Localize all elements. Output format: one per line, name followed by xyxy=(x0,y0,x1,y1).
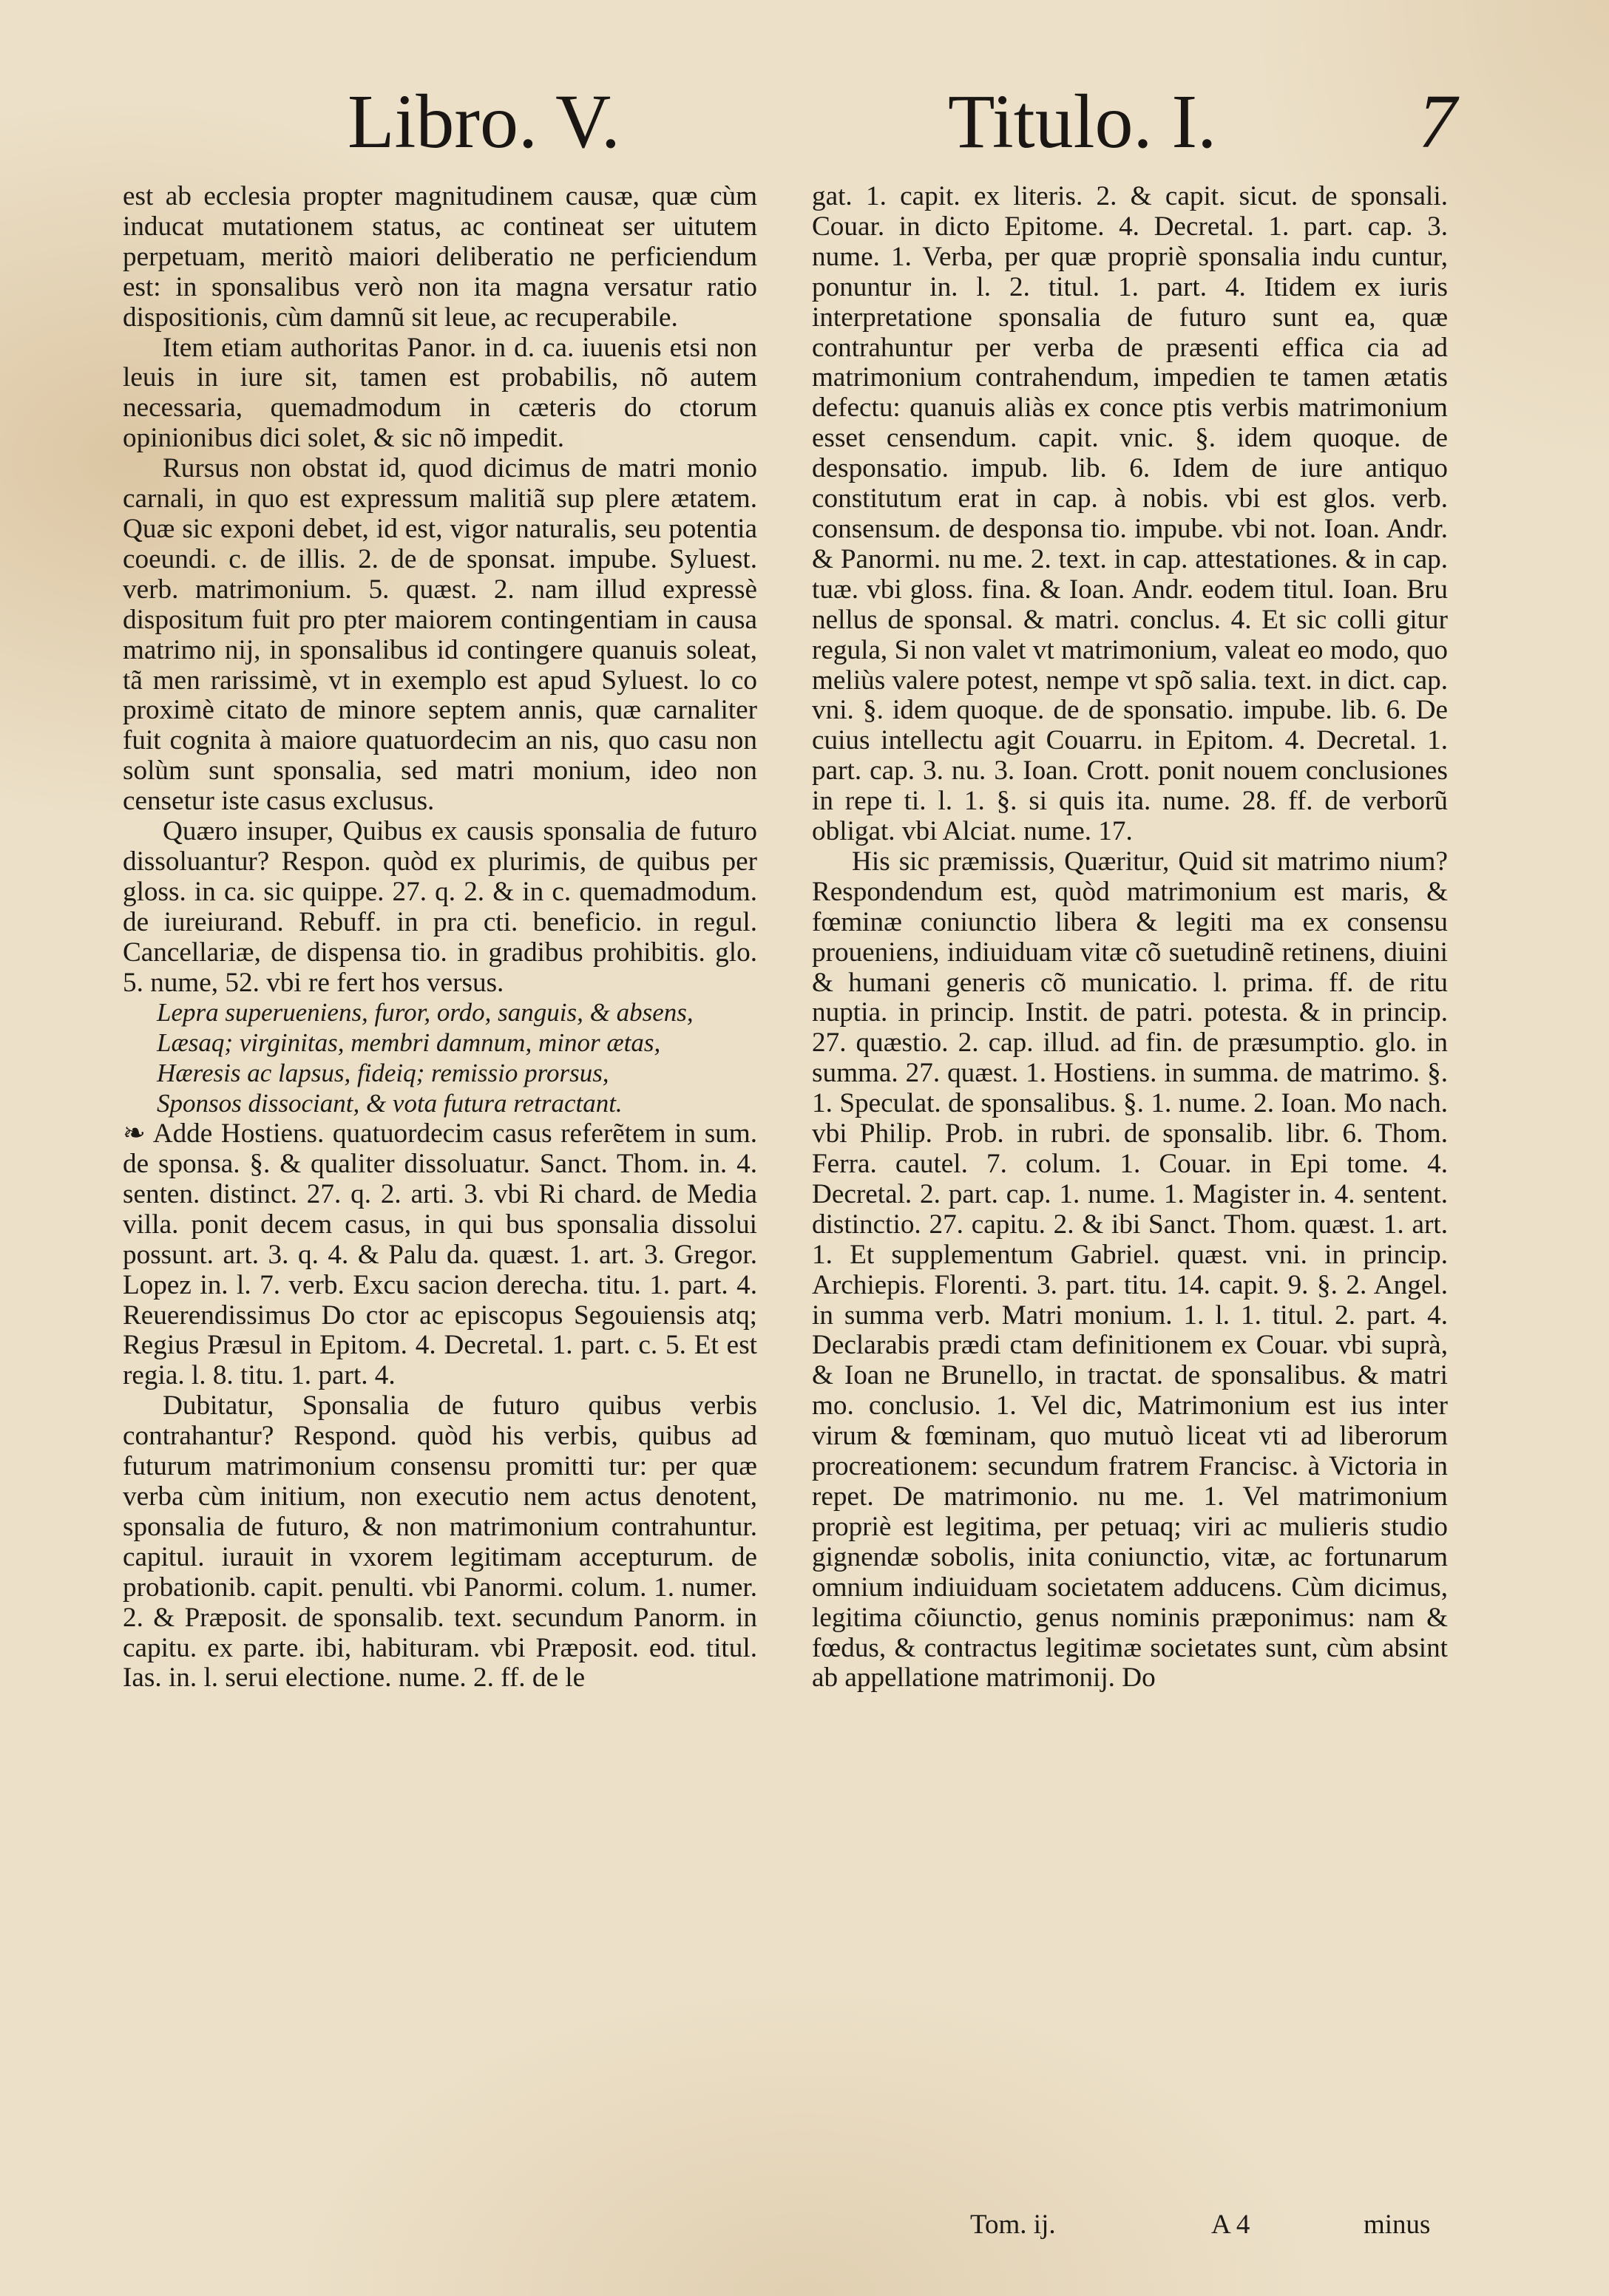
catchword: minus xyxy=(1364,2210,1431,2240)
right-column xyxy=(812,182,1448,1694)
page-footer xyxy=(813,2207,1449,2244)
paragraph: est ab ecclesia propter magnitudinem causæ, quæ cùm inducat mutationem status, ac contineat ser uitutem perpetuam, meritò maiori deliberatio ne perficiendum est: in sponsalibus verò non ita magna versatur ratio dispositionis, cùm damnũ sit leue, ac recuperabile. xyxy=(123,181,757,333)
verse-line: Læsaq; virginitas, membri damnum, minor ætas, xyxy=(157,1028,661,1058)
verse-block xyxy=(123,998,757,1119)
running-header xyxy=(0,74,1609,170)
header-book: Libro. V. xyxy=(348,79,620,164)
left-column xyxy=(123,182,757,1694)
paragraph: Dubitatur, Sponsalia de futuro quibus verbis contrahantur? Respond. quòd his verbis, quibus ad futurum matrimonium consensu promitti tur: per quæ verba cùm initium, non executio nem actus denotent, sponsalia de futuro, & non matrimonium contrahuntur. capitul. iurauit in vxorem legitimam accepturum. de probationib. capit. penulti. vbi Panormi. colum. 1. numer. 2. & Præposit. de sponsalib. text. secundum Panorm. in capitu. ex parte. ibi, habituram. vbi Præposit. eod. titul. Ias. in. l. serui electione. nume. 2. ff. de le xyxy=(123,1390,757,1694)
header-title: Titulo. I. xyxy=(948,79,1217,164)
verse-line: Hæresis ac lapsus, fideiq; remissio prorsus, xyxy=(157,1059,609,1088)
paragraph: Rursus non obstat id, quod dicimus de matri monio carnali, in quo est expressum malitiã sup plere ætatem. Quæ sic exponi debet, id est, vigor naturalis, seu potentia coeundi. c. de illis. 2. de de sponsat. impube. Syluest. verb. matrimonium. 5. quæst. 2. nam illud expressè dispositum fuit pro pter maiorem contingentiam in causa matrimo nij, in sponsalibus id contingere quanuis soleat, tã men rarissimè, vt in exemplo est apud Syluest. lo co proximè citato de minore septem annis, quæ carnaliter fuit cognita à maiore quatuordecim an nis, quo casu non solùm sunt sponsalia, sed matri monium, ideo non censetur iste casus exclusus. xyxy=(123,453,757,817)
paragraph: His sic præmissis, Quæritur, Quid sit matrimo nium? Respondendum est, quòd matrimonium est maris, & fœminæ coniunctio libera & legiti ma ex consensu proueniens, indiuiduam vitæ cõ suetudinẽ retinens, diuini & humani generis cõ municatio. l. prima. ff. de ritu nuptia. in princip. Instit. de patri. potesta. & in princip. 27. quæstio. 2. cap. illud. ad fin. de præsumptio. glo. in summa. 27. quæst. 1. Hostiens. in summa. de matrimo. §. 1. Speculat. de sponsalibus. §. 1. nume. 2. Ioan. Mo nach. vbi Philip. Prob. in rubri. de sponsalib. libr. 6. Thom. Ferra. cautel. 7. colum. 1. Couar. in Epi tome. 4. Decretal. 2. part. cap. 1. nume. 1. Magister in. 4. sentent. distinctio. 27. capitu. 2. & ibi Sanct. Thom. quæst. 1. art. 1. Et supplementum Gabriel. quæst. vni. in princip. Archiepis. Florenti. 3. part. titu. 14. capit. 9. §. 2. Angel. in summa verb. Matri monium. 1. l. 1. titul. 2. part. 4. Declarabis prædi ctam definitionem ex Couar. vbi suprà, & Ioan ne Brunello, in tractat. de sponsalibus. & matri mo. conclusio. 1. Vel dic, Matrimonium est ius inter virum & fœminam, quo mutuò liceat vti ad liberorum procreationem: secundum fratrem Francisc. à Victoria in repet. De matrimonio. nu me. 1. Vel matrimonium propriè est legitima, per petuaq; viri ac mulieris studio gignendæ sobolis, inita coniunctio, vitæ, ac fortunarum omnium indiuiduam societatem adducens. Cùm dicimus, legitima cõiunctio, genus nominis præponimus: nam & fœdus, & contractus legitimæ societates sunt, cùm absint ab appellatione matrimonij. Do xyxy=(812,846,1448,1694)
paragraph: Quæro insuper, Quibus ex causis sponsalia de futuro dissoluantur? Respon. quòd ex plurimis, de quibus per gloss. in ca. sic quippe. 27. q. 2. & in c. quemadmodum. de iureiurand. Rebuff. in pra cti. beneficio. in regul. Cancellariæ, de dispensa tio. in gradibus prohibitis. glo. 5. nume, 52. vbi re fert hos versus. xyxy=(123,816,757,998)
page-number: 7 xyxy=(1418,79,1457,164)
paragraph: ❧ Adde Hostiens. quatuordecim casus referẽtem in sum. de sponsa. §. & qualiter dissoluatur. Sanct. Thom. in. 4. senten. distinct. 27. q. 2. arti. 3. vbi Ri chard. de Media villa. ponit decem casus, in qui bus sponsalia dissolui possunt. art. 3. q. 4. & Palu da. quæst. 1. art. 3. Gregor. Lopez in. l. 7. verb. Excu sacion derecha. titu. 1. part. 4. Reuerendissimus Do ctor ac episcopus Segouiensis atq; Regius Præsul in Epitom. 4. Decretal. 1. part. c. 5. Et est regia. l. 8. titu. 1. part. 4. xyxy=(123,1118,757,1391)
signature-mark: A 4 xyxy=(1211,2210,1250,2240)
volume-mark: Tom. ij. xyxy=(970,2210,1056,2240)
paragraph: gat. 1. capit. ex literis. 2. & capit. sicut. de sponsali. Couar. in dicto Epitome. 4. Decretal. 1. part. cap. 3. nume. 1. Verba, per quæ propriè sponsalia indu cuntur, ponuntur in. l. 2. titul. 1. part. 4. Itidem ex iuris interpretatione sponsalia de futuro sunt ea, quæ contrahuntur per verba de præsenti effica cia ad matrimonium contrahendum, impedien te tamen ætatis defectu: quanuis aliàs ex conce ptis verbis matrimonium esset censendum. capit. vnic. §. idem quoque. de desponsatio. impub. lib. 6. Idem de iure antiquo constitutum erat in cap. à nobis. vbi est glos. verb. consensum. de desponsa tio. impube. vbi not. Ioan. Andr. & Panormi. nu me. 2. text. in cap. attestationes. & in cap. tuæ. vbi gloss. fina. & Ioan. Andr. eodem titul. Ioan. Bru nellus de sponsal. & matri. conclus. 4. Et sic colli gitur regula, Si non valet vt matrimonium, valeat eo modo, quo meliùs valere potest, nempe vt spõ salia. text. in dict. cap. vni. §. idem quoque. de de sponsatio. impube. lib. 6. De cuius intellectu agit Couarru. in Epitom. 4. Decretal. 1. part. cap. 3. nu. 3. Ioan. Crott. ponit nouem conclusiones in repe ti. l. 1. §. si quis ita. nume. 28. ff. de verborũ obligat. vbi Alciat. nume. 17. xyxy=(812,181,1448,847)
verse-line: Sponsos dissociant, & vota futura retractant. xyxy=(157,1089,623,1118)
verse-line: Lepra superueniens, furor, ordo, sanguis, & absens, xyxy=(157,998,694,1028)
paragraph: Item etiam authoritas Panor. in d. ca. iuuenis etsi non leuis in iure sit, tamen est probabilis, nõ autem necessaria, quemadmodum in cæteris do ctorum opinionibus dici solet, & sic nõ impedit. xyxy=(123,332,757,454)
